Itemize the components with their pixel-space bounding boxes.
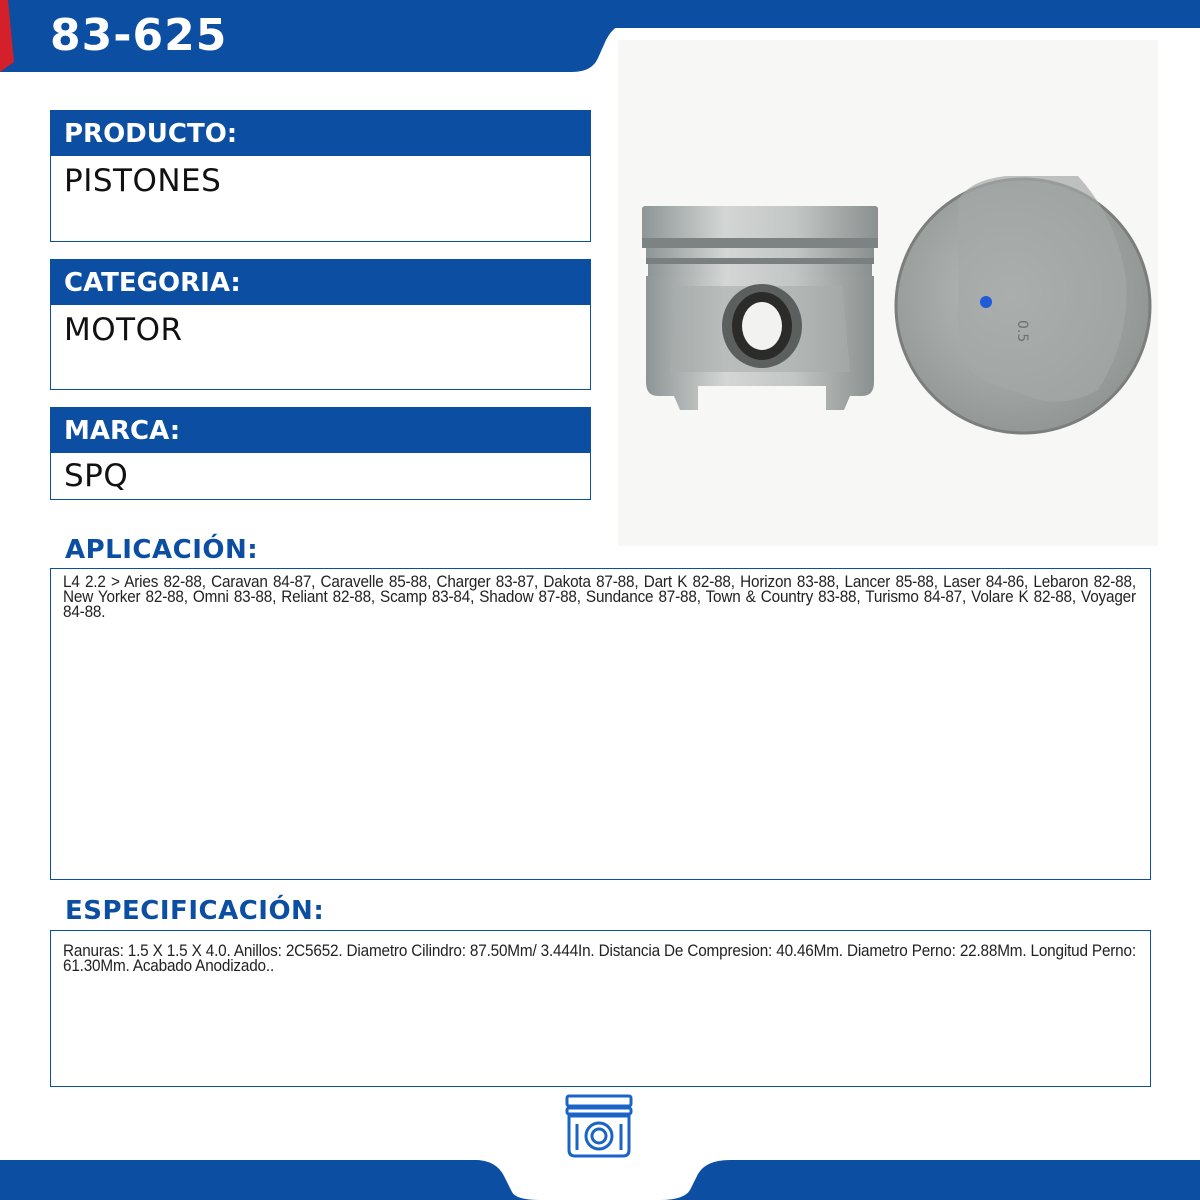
- aplicacion-text: L4 2.2 > Aries 82-88, Caravan 84-87, Caravelle 85-88, Charger 83-87, Dakota 87-88, Dart K 82-88, Horizon 83-88, Lancer 85-88, Laser 84-86, Lebaron 82-88, New Yorker 82-88, Omni 83-88, Reliant 82-88, Scamp 83-84, Shadow 87-88, Sundance 87-88, Town & Country 83-88, Turismo 84-87, Volare K 82-88, Voyager 84-88.: [63, 572, 1136, 621]
- engine-piston-icon: [563, 1094, 635, 1158]
- especificacion-text: Ranuras: 1.5 X 1.5 X 4.0. Anillos: 2C5652. Diametro Cilindro: 87.50Mm/ 3.444In. Distancia De Compresion: 40.46Mm. Diametro Perno: 22.88Mm. Longitud Perno: 61.30Mm. Acabado Anodizado..: [63, 941, 1136, 975]
- especificacion-box: [50, 930, 1151, 1087]
- piston-product-image: [618, 40, 1158, 546]
- part-number-title: 83-625: [50, 10, 228, 61]
- producto-value: PISTONES: [64, 163, 222, 199]
- especificacion-title: ESPECIFICACIÓN:: [65, 896, 325, 926]
- motor-category-label: MOTOR: [569, 1162, 629, 1178]
- svg-text:0.5: 0.5: [1014, 320, 1030, 343]
- piston-crown-view: [896, 176, 1150, 433]
- marca-label: MARCA:: [50, 407, 590, 453]
- aplicacion-title: APLICACIÓN:: [65, 535, 259, 565]
- piston-side-view: [642, 206, 878, 410]
- aplicacion-box: [50, 568, 1151, 880]
- categoria-label: CATEGORIA:: [50, 259, 590, 305]
- marca-value: SPQ: [64, 458, 129, 494]
- producto-label: PRODUCTO:: [50, 110, 590, 156]
- categoria-value: MOTOR: [64, 312, 183, 348]
